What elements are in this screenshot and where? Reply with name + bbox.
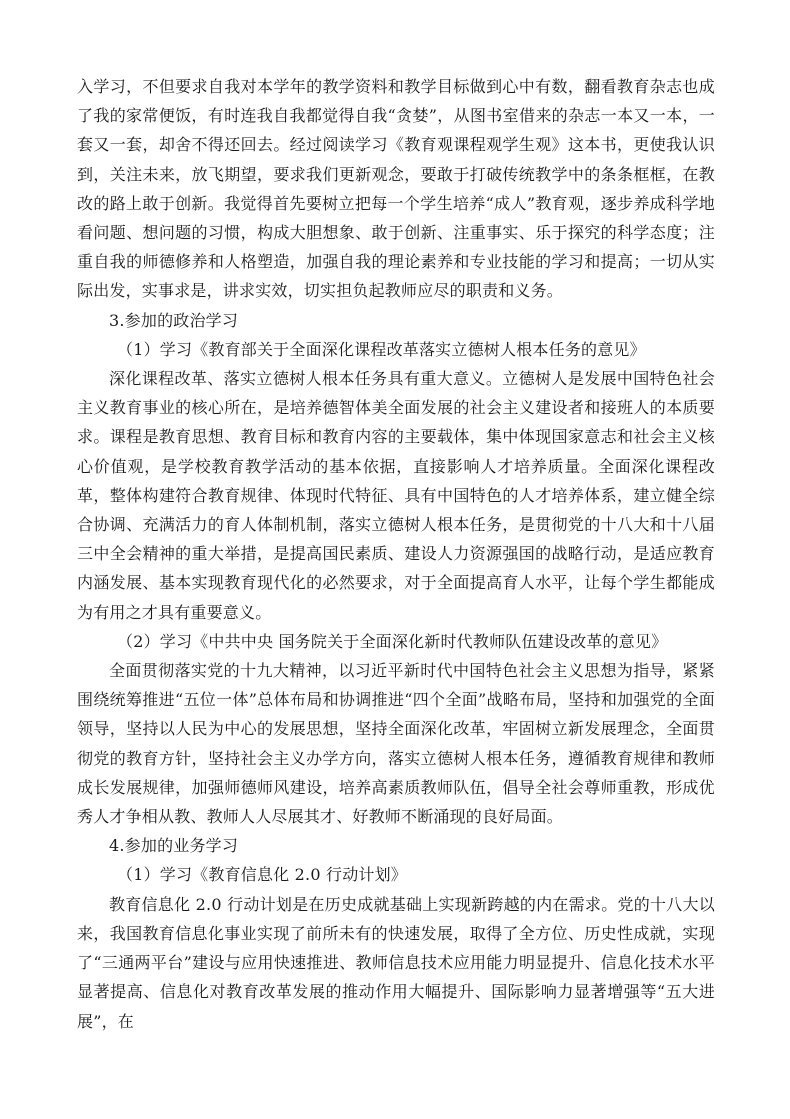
- section-heading-professional-study: 4.参加的业务学习: [109, 836, 239, 856]
- body-paragraph-teacher-reform: 全面贯彻落实党的十九大精神，以习近平新时代中国特色社会主义思想为指导，紧紧围绕统筹推进“五位一体”总体布局和协调推进“四个全面”战略布局，坚持和加强党的全面领导，坚持以人民为中心的发展思想，坚持全面深化改革，牢固树立新发展理念，全面贯彻党的教育方针，坚持社会主义办学方向，落实立德树人根本任务，遵循教育规律和教师成长发展规律，加强师德师风建设，培养高素质教师队伍，倡导全社会尊师重教，形成优秀人才争相从教、教师人人尽展其才、好教师不断涌现的良好局面。: [77, 661, 715, 827]
- subheading-teacher-reform: （2）学习《中共中央 国务院关于全面深化新时代教师队伍建设改革的意见》: [117, 631, 668, 651]
- subheading-curriculum-reform: （1）学习《教育部关于全面深化课程改革落实立德树人根本任务的意见》: [117, 339, 646, 359]
- body-paragraph-continued: 入学习，不但要求自我对本学年的教学资料和教学目标做到心中有数，翻看教育杂志也成了我的家常便饭，有时连我自我都觉得自我“贪婪”，从图书室借来的杂志一本又一本，一套又一套，却舍不得还回去。经过阅读学习《教育观课程观学生观》这本书，更使我认识到，关注未来，放飞期望，要求我们更新观念，要敢于打破传统教学中的条条框框，在教改的路上敢于创新。我觉得首先要树立把每一个学生培养“成人”教育观，逐步养成科学地看问题、想问题的习惯，构成大胆想象、敢于创新、注重事实、乐于探究的科学态度；注重自我的师德修养和人格塑造，加强自我的理论素养和专业技能的学习和提高；一切从实际出发，实事求是，讲求实效，切实担负起教师应尽的职责和义务。: [77, 77, 715, 301]
- section-heading-political-study: 3.参加的政治学习: [109, 310, 239, 330]
- document-page: [77, 72, 715, 1036]
- body-paragraph-it-plan: 教育信息化 2.0 行动计划是在历史成就基础上实现新跨越的内在需求。党的十八大以来，我国教育信息化事业实现了前所未有的快速发展，取得了全方位、历史性成就，实现了“三通两平台”建设与应用快速推进、教师信息技术应用能力明显提升、信息化技术水平显著提高、信息化对教育改革发展的推动作用大幅提升、国际影响力显著增强等“五大进展”，在: [77, 894, 715, 1031]
- subheading-it-plan: （1）学习《教育信息化 2.0 行动计划》: [117, 865, 407, 885]
- body-paragraph-curriculum-reform: 深化课程改革、落实立德树人根本任务具有重大意义。立德树人是发展中国特色社会主义教育事业的核心所在，是培养德智体美全面发展的社会主义建设者和接班人的本质要求。课程是教育思想、教育目标和教育内容的主要载体，集中体现国家意志和社会主义核心价值观，是学校教育教学活动的基本依据，直接影响人才培养质量。全面深化课程改革，整体构建符合教育规律、体现时代特征、具有中国特色的人才培养体系，建立健全综合协调、充满活力的育人体制机制，落实立德树人根本任务，是贯彻党的十八大和十八届三中全会精神的重大举措，是提高国民素质、建设人力资源强国的战略行动，是适应教育内涵发展、基本实现教育现代化的必然要求，对于全面提高育人水平，让每个学生都能成为有用之才具有重要意义。: [77, 369, 715, 622]
